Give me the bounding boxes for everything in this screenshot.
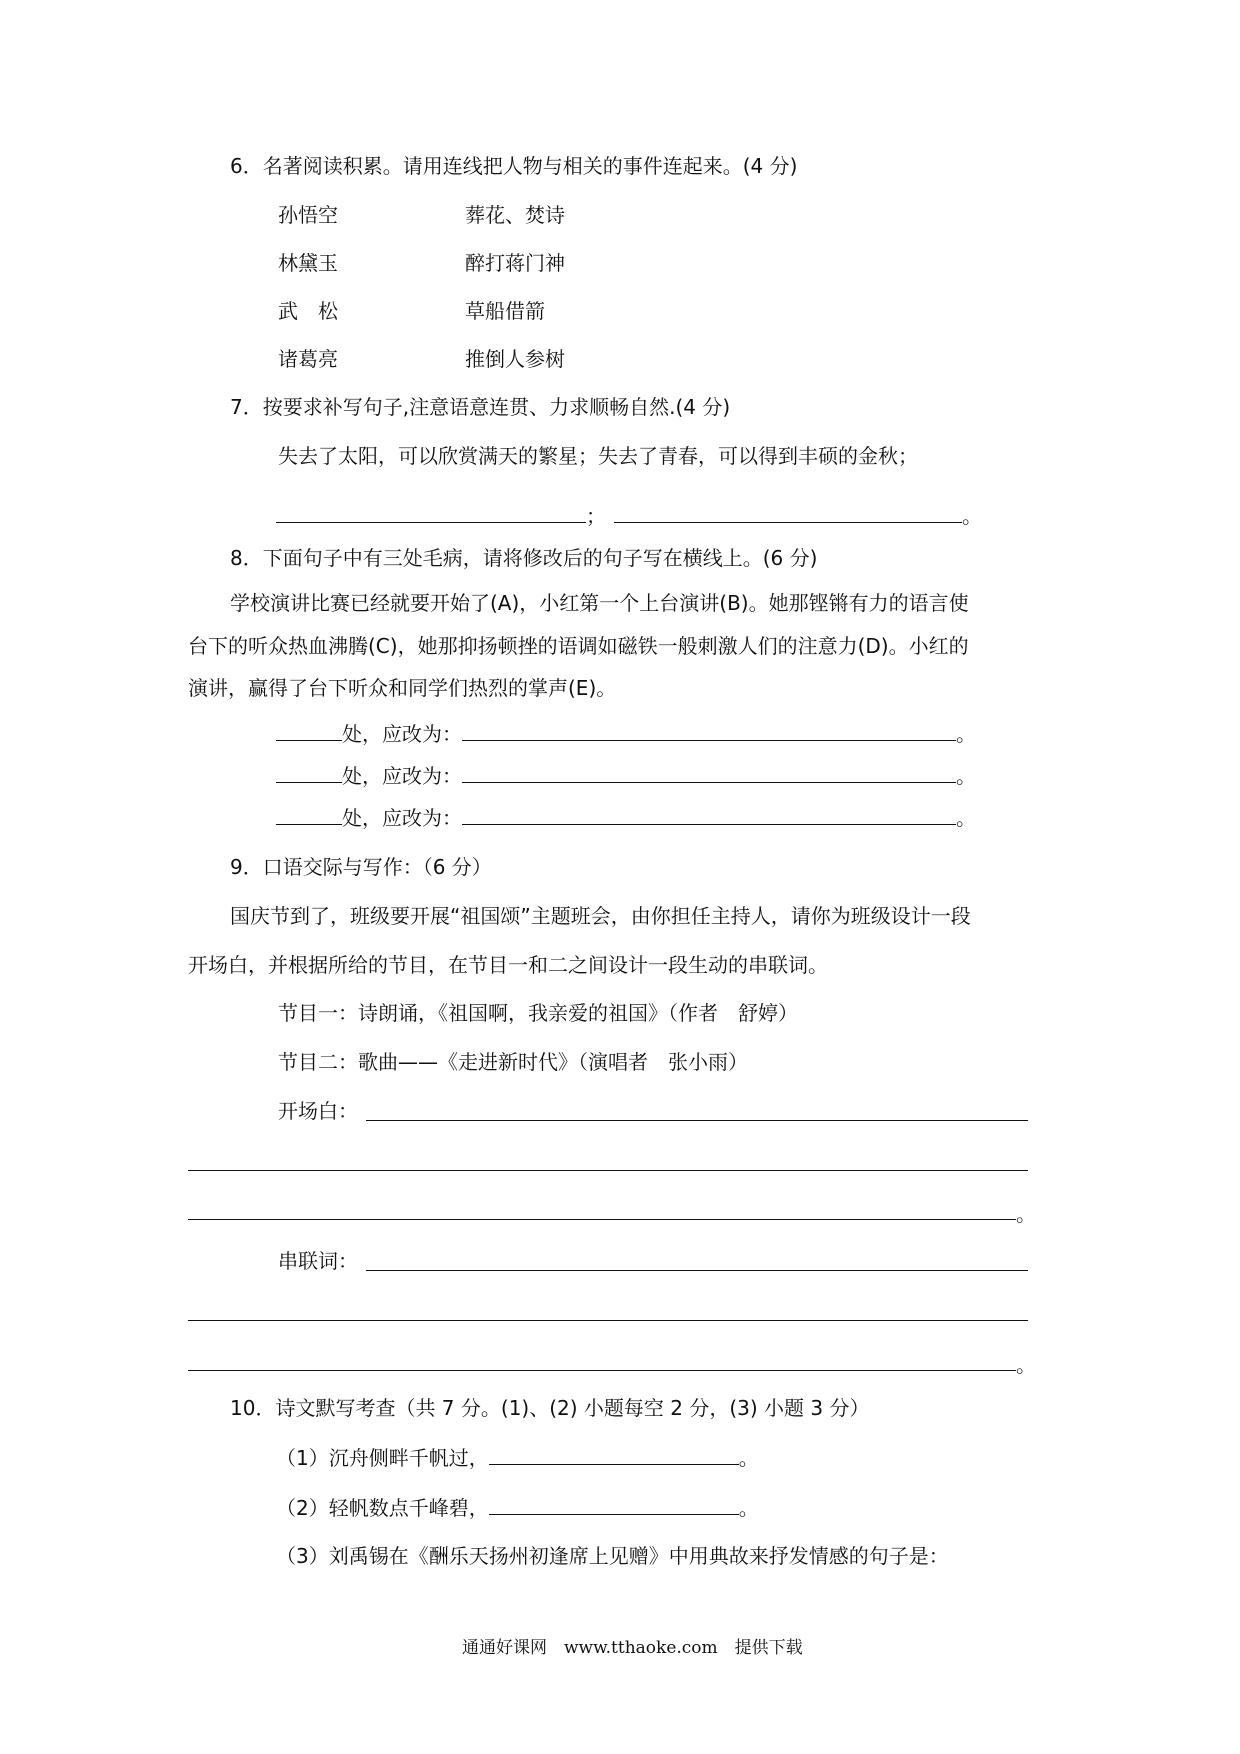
q6-event: 醉打蒋门神 xyxy=(465,251,565,275)
q10-blank-2[interactable] xyxy=(489,1498,739,1515)
q6-person: 诸葛亮 xyxy=(278,347,338,371)
q10-item-1 xyxy=(276,1448,759,1468)
q8-position-blank[interactable] xyxy=(276,724,342,741)
q6-event: 草船借箭 xyxy=(465,299,545,323)
q10-item-3: （3）刘禹锡在《酬乐天扬州初逢席上见赠》中用典故来抒发情感的句子是： xyxy=(276,1544,949,1568)
q8-fix-row xyxy=(276,766,976,786)
q9-paragraph-line: 国庆节到了，班级要开展“祖国颂”主题班会，由你担任主持人，请你为班级设计一段 xyxy=(230,904,971,928)
q7-separator: ； xyxy=(586,504,606,528)
q8-paragraph-line: 演讲，赢得了台下听众和同学们热烈的掌声(E)。 xyxy=(188,676,617,700)
q8-paragraph-line: 学校演讲比赛已经就要开始了(A)，小红第一个上台演讲(B)。她那铿锵有力的语言使 xyxy=(230,591,969,615)
q9-link-line-3[interactable] xyxy=(188,1370,1016,1371)
q8-fix-row xyxy=(276,724,976,744)
q7-period: 。 xyxy=(962,504,982,528)
q9-opening-label: 开场白： xyxy=(278,1099,358,1123)
q9-opening-line-2[interactable] xyxy=(188,1170,1028,1171)
q8-fix-blank[interactable] xyxy=(462,724,956,741)
q8-paragraph-line: 台下的听众热血沸腾(C)，她那抑扬顿挫的语调如磁铁一般刺激人们的注意力(D)。小红的 xyxy=(188,634,969,658)
q8-fix-blank[interactable] xyxy=(462,766,956,783)
q10-item-2-period: 。 xyxy=(738,1496,759,1520)
q8-position-blank[interactable] xyxy=(276,766,342,783)
q8-fix-label: 处，应改为： xyxy=(342,722,462,746)
q10-item-2-text: （2）轻帆数点千峰碧， xyxy=(276,1496,489,1520)
q9-link-period: 。 xyxy=(1016,1353,1036,1377)
q6-person: 武 松 xyxy=(278,299,338,323)
q9-link-label: 串联词： xyxy=(278,1249,358,1273)
page-footer: 通通好课网 www.tthaoke.com 提供下载 xyxy=(462,1638,803,1658)
q8-fix-period: 。 xyxy=(956,722,976,746)
q9-title: 9．口语交际与写作：（6 分） xyxy=(230,855,492,879)
q8-fix-label: 处，应改为： xyxy=(342,806,462,830)
q8-fix-period: 。 xyxy=(956,806,976,830)
q10-item-1-period: 。 xyxy=(738,1446,759,1470)
q10-blank-1[interactable] xyxy=(489,1448,739,1465)
q6-title: 6．名著阅读积累。请用连线把人物与相关的事件连起来。(4 分) xyxy=(230,154,798,178)
q7-prompt: 失去了太阳，可以欣赏满天的繁星；失去了青春，可以得到丰硕的金秋； xyxy=(278,444,918,468)
q9-program-1: 节目一：诗朗诵，《祖国啊，我亲爱的祖国》（作者 舒婷） xyxy=(278,1001,798,1025)
q8-position-blank[interactable] xyxy=(276,808,342,825)
q7-blank-1[interactable] xyxy=(276,506,586,523)
q6-person: 孙悟空 xyxy=(278,203,338,227)
q8-fix-blank[interactable] xyxy=(462,808,956,825)
q8-title: 8．下面句子中有三处毛病，请将修改后的句子写在横线上。(6 分) xyxy=(230,546,818,570)
q10-title: 10．诗文默写考查（共 7 分。(1)、(2) 小题每空 2 分，(3) 小题 3 分） xyxy=(230,1396,870,1420)
q9-opening-line-1[interactable] xyxy=(366,1120,1028,1121)
q9-paragraph-line: 开场白，并根据所给的节目，在节目一和二之间设计一段生动的串联词。 xyxy=(188,953,828,977)
q8-fix-row xyxy=(276,808,976,828)
q9-opening-line-3[interactable] xyxy=(188,1219,1016,1220)
q10-item-2 xyxy=(276,1498,759,1518)
q9-opening-period: 。 xyxy=(1016,1202,1036,1226)
q8-fix-period: 。 xyxy=(956,764,976,788)
q10-item-1-text: （1）沉舟侧畔千帆过， xyxy=(276,1446,489,1470)
q6-person: 林黛玉 xyxy=(278,251,338,275)
q7-blank-2[interactable] xyxy=(614,506,962,523)
q9-link-line-1[interactable] xyxy=(366,1270,1028,1271)
q8-fix-label: 处，应改为： xyxy=(342,764,462,788)
q6-event: 葬花、焚诗 xyxy=(465,203,565,227)
q9-link-line-2[interactable] xyxy=(188,1320,1028,1321)
q6-event: 推倒人参树 xyxy=(465,347,565,371)
q7-title: 7．按要求补写句子,注意语意连贯、力求顺畅自然.(4 分) xyxy=(230,395,731,419)
q7-answer-line xyxy=(276,506,982,526)
q9-program-2: 节目二：歌曲——《走进新时代》（演唱者 张小雨） xyxy=(278,1050,748,1074)
